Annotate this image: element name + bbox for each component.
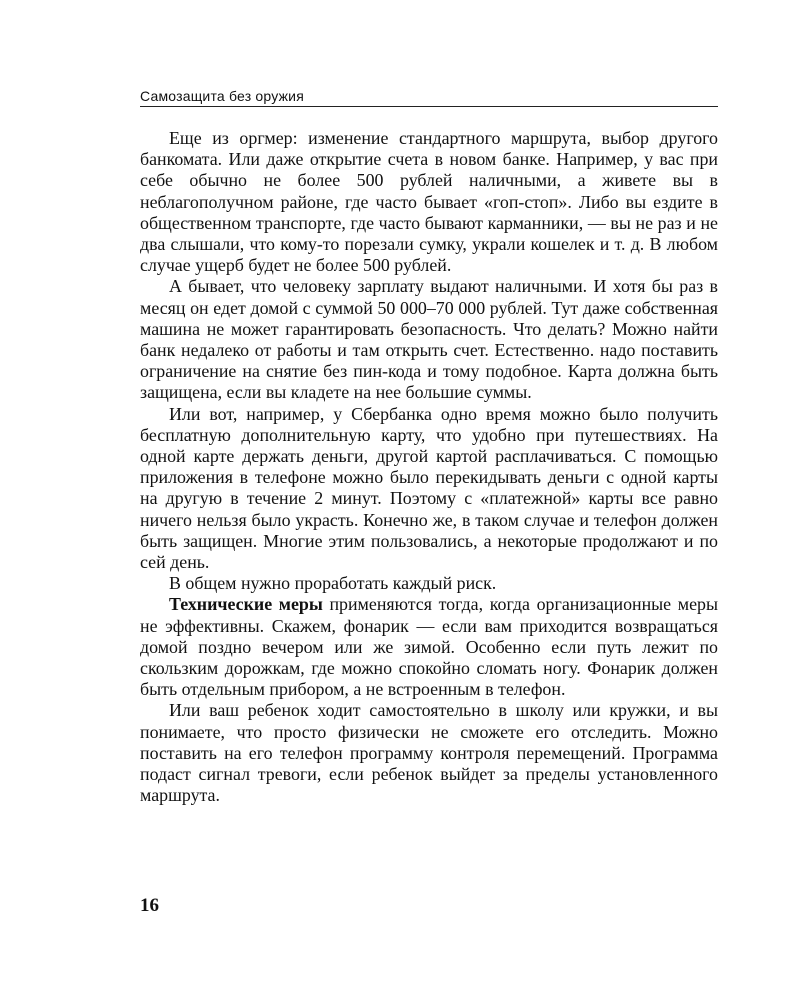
- page-body: [140, 128, 718, 807]
- page-number: 16: [140, 895, 159, 916]
- paragraph-2: А бывает, что человеку зарплату выдают наличными. И хотя бы раз в месяц он едет домой с суммой 50 000–70 000 рублей. Тут даже собственная машина не может гарантировать безопасность. Что делать? Можно найти банк недалеко от работы и там открыть счет. Естественно. надо поставить ограничение на снятие без пин-кода и тому подобное. Карта должна быть защищена, если вы кладете на нее большие суммы.: [140, 276, 718, 403]
- paragraph-1: Еще из оргмер: изменение стандартного маршрута, выбор другого банкомата. Или даже открытие счета в новом банке. Например, у вас при себе обычно не более 500 рублей наличными, а живете вы в неблагополучном районе, где часто бывает «гоп-стоп». Либо вы ездите в общественном транспорте, где часто бывают карманники, — вы не раз и не два слышали, что кому-то порезали сумку, украли кошелек и т. д. В любом случае ущерб будет не более 500 рублей.: [140, 128, 718, 276]
- running-head-title: Самозащита без оружия: [140, 88, 718, 107]
- technical-measures-term: Технические меры: [169, 594, 323, 615]
- paragraph-5-text: применяются тогда, когда организационные меры не эффективны. Скажем, фонарик — если вам приходится возвращаться домой поздно вечером или же зимой. Особенно если путь лежит по скользким дорожкам, где можно спокойно сломать ногу. Фонарик должен быть отдельным прибором, а не встроенным в телефон.: [140, 594, 718, 700]
- paragraph-4: В общем нужно проработать каждый риск.: [169, 573, 497, 594]
- paragraph-6: Или ваш ребенок ходит самостоятельно в школу или кружки, и вы понимаете, что просто физически не сможете его отследить. Можно поставить на его телефон программу контроля перемещений. Программа подаст сигнал тревоги, если ребенок выйдет за пределы установленного маршрута.: [140, 700, 718, 806]
- paragraph-5: [140, 594, 718, 700]
- paragraph-3: Или вот, например, у Сбербанка одно время можно было получить бесплатную дополнительную карту, что удобно при путешествиях. На одной карте держать деньги, другой картой расплачиваться. С помощью приложения в телефоне можно было перекидывать деньги с одной карты на другую в течение 2 минут. Поэтому с «платежной» карты все равно ничего нельзя было украсть. Конечно же, в таком случае и телефон должен быть защищен. Многие этим пользовались, а некоторые продолжают и по сей день.: [140, 403, 718, 573]
